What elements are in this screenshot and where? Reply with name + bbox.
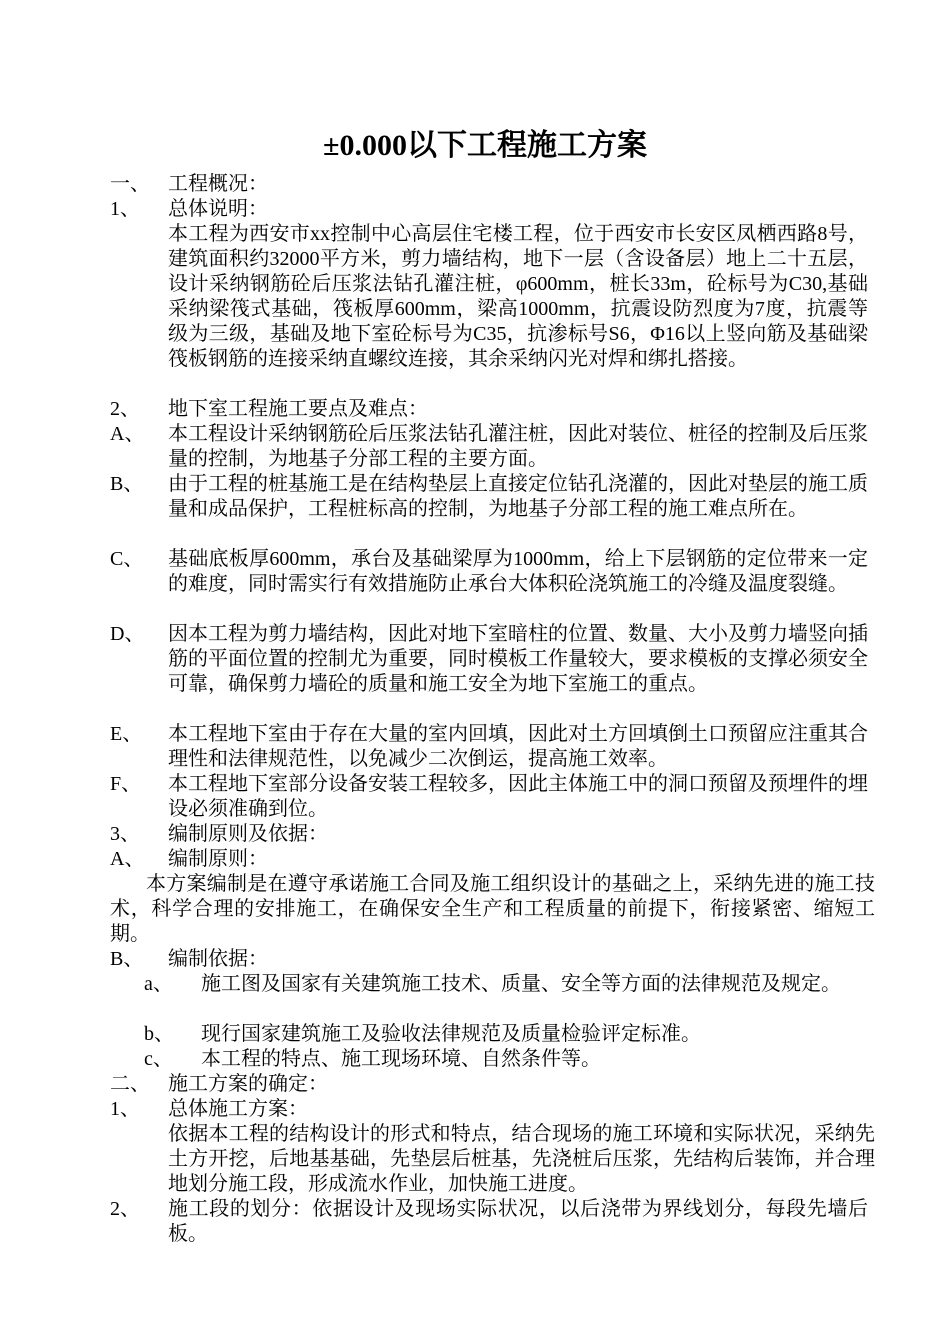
- item-text: 本工程地下室部分设备安装工程较多，因此主体施工中的洞口预留及预埋件的埋设必须准确到位。: [168, 773, 868, 820]
- item-number: D、: [110, 623, 145, 645]
- paragraph-text: 本方案编制是在遵守承诺施工合同及施工组织设计的基础之上，采纳先进的施工技术，科学合理的安排施工，在确保安全生产和工程质量的前提下，衔接紧密、缩短工期。: [110, 873, 875, 945]
- item-text: 施工图及国家有关建筑施工技术、质量、安全等方面的法律规范及规定。: [201, 973, 841, 995]
- item-text: 因本工程为剪力墙结构，因此对地下室暗柱的位置、数量、大小及剪力墙竖向插筋的平面位置的控制尤为重要，同时模板工作量较大，要求模板的支撑必须安全可靠，确保剪力墙砼的质量和施工安全为地下室施工的重点。: [168, 623, 868, 695]
- item-number: 二、: [110, 1073, 150, 1095]
- item-number: 2、: [110, 398, 140, 420]
- item-number: A、: [110, 423, 145, 445]
- item-number: F、: [110, 773, 142, 795]
- item-number: c、: [144, 1048, 173, 1070]
- item-text: 编制原则及依据：: [168, 823, 328, 845]
- item-text: 本工程地下室由于存在大量的室内回填，因此对土方回填倒土口预留应注重其合理性和法律规范性，以免减少二次倒运，提高施工效率。: [168, 723, 868, 770]
- item-number: a、: [144, 973, 173, 995]
- item-text: 工程概况：: [168, 173, 268, 195]
- item-number: 3、: [110, 823, 140, 845]
- item-text: 由于工程的桩基施工是在结构垫层上直接定位钻孔浇灌的，因此对垫层的施工质量和成品保护，工程桩标高的控制，为地基子分部工程的施工难点所在。: [168, 473, 868, 520]
- item-number: 1、: [110, 198, 140, 220]
- item-number: 一、: [110, 173, 150, 195]
- item-number: E、: [110, 723, 143, 745]
- page-title: ±0.000以下工程施工方案: [323, 129, 647, 162]
- item-text: 总体说明：: [168, 198, 268, 220]
- item-text: 地下室工程施工要点及难点：: [168, 398, 428, 420]
- item-number: A、: [110, 848, 145, 870]
- item-number: 2、: [110, 1198, 140, 1220]
- item-text: 编制依据：: [168, 948, 268, 970]
- item-text: 总体施工方案：: [168, 1098, 308, 1120]
- item-text: 基础底板厚600mm，承台及基础梁厚为1000mm，给上下层钢筋的定位带来一定的难度，同时需实行有效措施防止承台大体积砼浇筑施工的冷缝及温度裂缝。: [168, 548, 868, 595]
- item-text: 本工程的特点、施工现场环境、自然条件等。: [201, 1048, 601, 1070]
- item-number: b、: [144, 1023, 174, 1045]
- item-number: B、: [110, 473, 144, 495]
- item-text: 现行国家建筑施工及验收法律规范及质量检验评定标准。: [201, 1023, 701, 1045]
- item-text: 本工程设计采纳钢筋砼后压浆法钻孔灌注桩，因此对装位、桩径的控制及后压浆量的控制，为地基子分部工程的主要方面。: [168, 423, 868, 470]
- item-number: B、: [110, 948, 144, 970]
- paragraph-text: 本工程为西安市xx控制中心高层住宅楼工程，位于西安市长安区凤栖西路8号，建筑面积约32000平方米，剪力墙结构，地下一层（含设备层）地上二十五层，设计采纳钢筋砼后压浆法钻孔灌注桩，φ600mm，桩长33m，砼标号为C30,基础采纳梁筏式基础，筏板厚600mm，梁高1000mm，抗震设防烈度为7度，抗震等级为三级，基础及地下室砼标号为C35，抗渗标号S6，Φ16以上竖向筋及基础梁筏板钢筋的连接采纳直螺纹连接，其余采纳闪光对焊和绑扎搭接。: [168, 223, 868, 370]
- paragraph-text: 依据本工程的结构设计的形式和特点，结合现场的施工环境和实际状况，采纳先土方开挖，后地基基础，先垫层后桩基，先浇桩后压浆，先结构后装饰，并合理地划分施工段，形成流水作业，加快施工进度。: [168, 1123, 875, 1195]
- item-text: 施工方案的确定：: [168, 1073, 328, 1095]
- item-text: 编制原则：: [168, 848, 268, 870]
- item-number: C、: [110, 548, 144, 570]
- item-text: 施工段的划分：依据设计及现场实际状况，以后浇带为界线划分，每段先墙后板。: [168, 1198, 868, 1245]
- item-number: 1、: [110, 1098, 140, 1120]
